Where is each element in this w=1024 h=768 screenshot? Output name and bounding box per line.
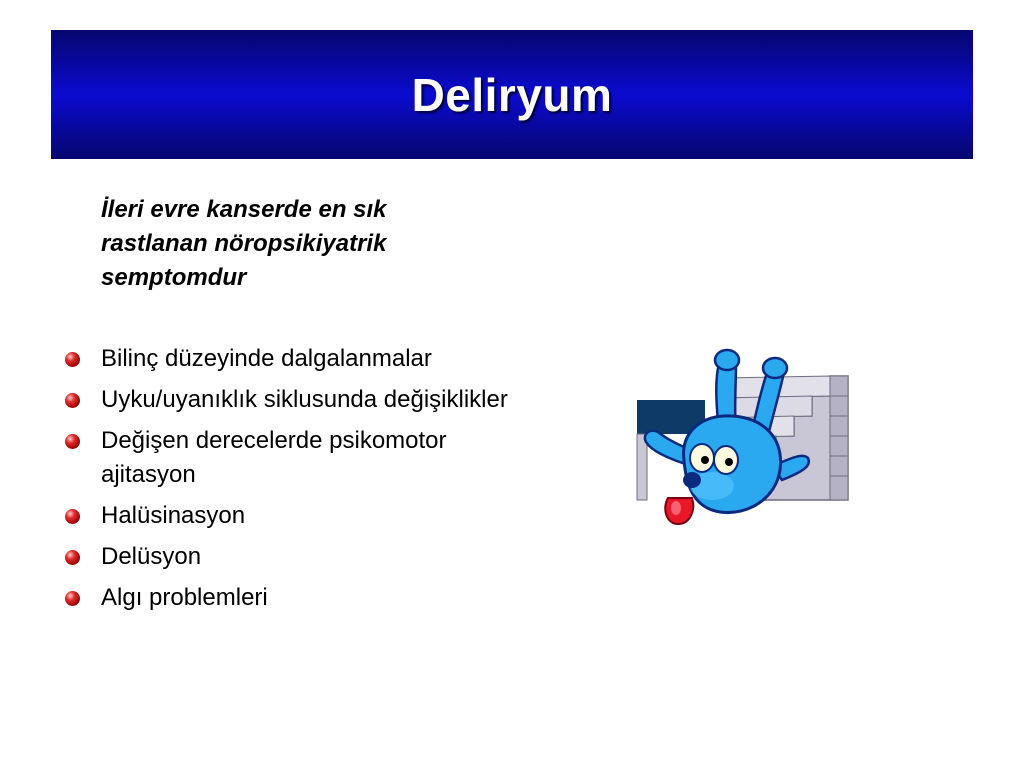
intro-text: İleri evre kanserde en sık rastlanan nöropsikiyatrik semptomdur — [101, 196, 387, 291]
bullet-text: Bilinç düzeyinde dalgalanmalar — [101, 345, 432, 372]
list-item — [64, 581, 524, 615]
bullet-icon — [65, 550, 80, 565]
bullet-icon — [65, 509, 80, 524]
cartoon-creature-falling-down-stairs-icon — [632, 348, 854, 533]
slide-title: Deliryum — [411, 68, 613, 121]
bullet-list — [64, 342, 524, 622]
title-bar — [51, 30, 973, 159]
bullet-icon — [65, 393, 80, 408]
list-item — [64, 383, 524, 417]
bullet-icon — [65, 591, 80, 606]
list-item — [64, 540, 524, 574]
bullet-text: Delüsyon — [101, 543, 202, 570]
bullet-text: Halüsinasyon — [101, 502, 246, 529]
bullet-icon — [65, 434, 80, 449]
bullet-icon — [65, 352, 80, 367]
list-item — [64, 499, 524, 533]
bullet-text: Uyku/uyanıklık siklusunda değişiklikler — [101, 386, 508, 413]
bullet-text: Algı problemleri — [101, 584, 268, 611]
list-item — [64, 424, 524, 492]
bullet-text: Değişen derecelerde psikomotor ajitasyon — [101, 427, 447, 488]
list-item — [64, 342, 524, 376]
